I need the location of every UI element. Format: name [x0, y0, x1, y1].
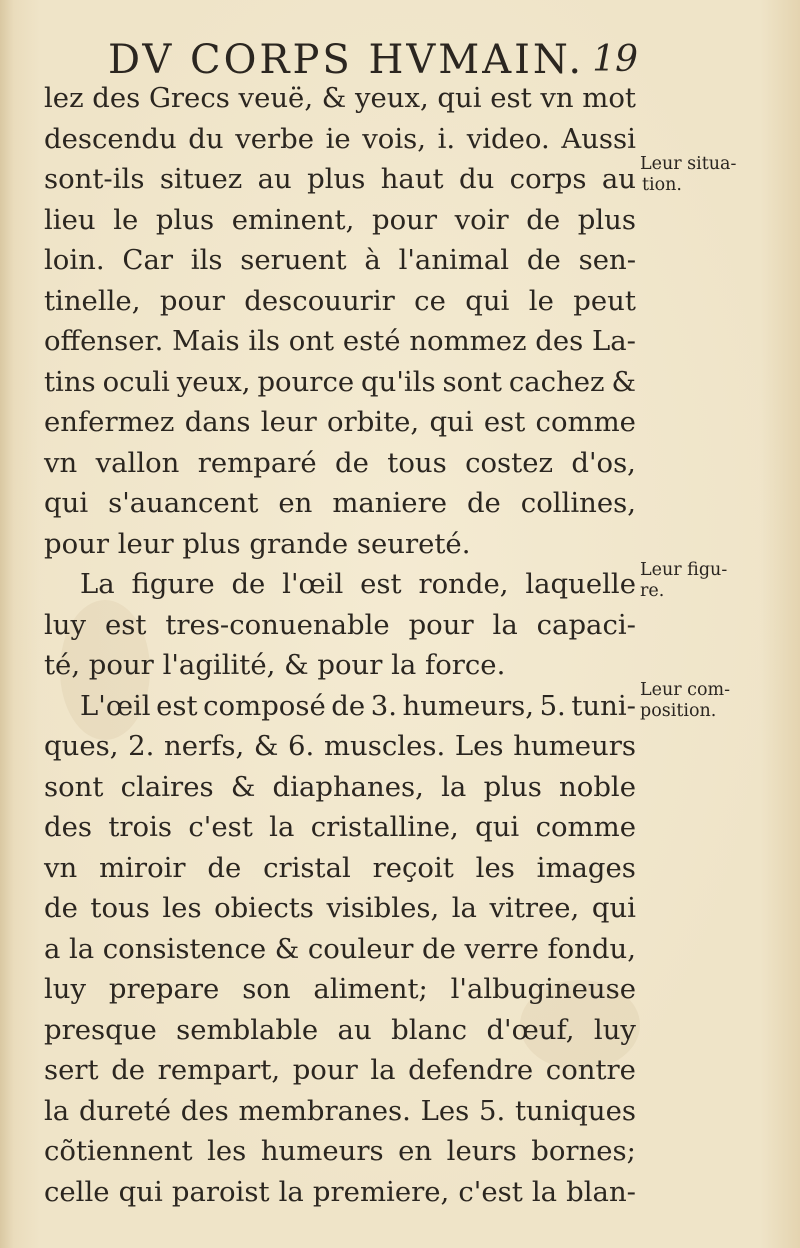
- word: voir: [454, 203, 509, 236]
- word: en: [278, 487, 313, 519]
- word: tous: [90, 892, 150, 924]
- word: cachez: [508, 365, 605, 398]
- word: ce: [414, 284, 446, 317]
- word: la: [269, 811, 295, 843]
- word: &: [230, 770, 256, 803]
- word: leurs: [446, 1135, 517, 1167]
- text-line: [44, 443, 636, 484]
- word: situez: [159, 163, 243, 195]
- word: visibles,: [326, 892, 440, 924]
- word: cristal: [263, 851, 351, 884]
- word: dureté: [78, 1094, 171, 1127]
- word: vitree,: [489, 892, 580, 924]
- word: humeurs: [513, 730, 636, 762]
- word: pource: [257, 365, 355, 398]
- word: video.: [466, 122, 550, 155]
- word: maniere: [332, 487, 447, 519]
- text-line: [44, 240, 636, 281]
- word: qui: [475, 811, 520, 843]
- word: qui: [591, 892, 636, 924]
- text-line: [44, 321, 636, 362]
- word: descouurir: [244, 284, 395, 317]
- word: eminent,: [231, 203, 355, 236]
- text-line: [44, 402, 636, 443]
- word: sont: [44, 770, 104, 803]
- word: qui: [437, 82, 482, 114]
- word: 3.: [370, 689, 397, 722]
- running-title: DV CORPS HVMAIN.: [108, 37, 585, 83]
- word: de: [207, 851, 242, 884]
- word: plus: [577, 203, 636, 236]
- word: les: [207, 1135, 247, 1167]
- word: bornes;: [531, 1135, 636, 1167]
- word: obiects: [214, 892, 314, 924]
- text-line: [44, 807, 636, 848]
- word: 6.: [288, 730, 315, 762]
- word: La: [80, 568, 115, 600]
- word: 5.: [479, 1094, 506, 1127]
- word: est: [156, 689, 198, 722]
- word: pour: [408, 608, 474, 641]
- margin-note-line: tion.: [642, 175, 682, 195]
- text-line: [44, 159, 636, 200]
- word: peut: [573, 284, 636, 317]
- word: plus: [155, 203, 215, 236]
- word: de: [526, 244, 561, 276]
- text-line: [44, 362, 636, 403]
- margin-note-composition: [640, 680, 796, 722]
- word: tous: [387, 446, 447, 479]
- word: i.: [437, 122, 456, 155]
- word: le: [113, 203, 139, 236]
- word: mot: [582, 82, 636, 114]
- word: costez: [465, 446, 553, 479]
- word: comme: [535, 811, 636, 843]
- word: des: [44, 811, 92, 843]
- word: vn: [540, 82, 574, 114]
- text-line: [44, 1091, 636, 1132]
- word: ronde,: [418, 568, 509, 600]
- word: L'œil: [80, 689, 151, 722]
- word: de: [466, 487, 501, 519]
- word: 5.: [539, 689, 566, 722]
- word: de: [422, 932, 456, 965]
- margin-note-line: Leur figu-: [640, 560, 728, 580]
- text-line: [44, 1010, 636, 1051]
- word: est: [490, 82, 532, 114]
- word: verbe: [235, 122, 315, 155]
- word: les: [475, 851, 515, 884]
- word: s'auancent: [108, 487, 259, 519]
- word: sert: [44, 1054, 99, 1086]
- word: humeurs,: [402, 689, 535, 722]
- word: ils: [190, 244, 223, 276]
- word: pour: [159, 284, 225, 317]
- word: qui: [429, 406, 474, 438]
- word: le: [528, 284, 554, 317]
- text-line: [44, 888, 636, 929]
- word: du: [458, 163, 495, 195]
- word: les: [162, 892, 202, 924]
- word: muscles.: [323, 730, 446, 762]
- word: de: [231, 568, 266, 600]
- word: la: [44, 1094, 70, 1127]
- word: pour: [292, 1054, 358, 1086]
- page-number: 19: [592, 39, 638, 80]
- word: Car: [122, 244, 173, 276]
- word: luy: [593, 1013, 636, 1046]
- text-line: [44, 1050, 636, 1091]
- word: leur: [260, 406, 317, 438]
- word: la: [451, 892, 477, 924]
- word: qui: [118, 1175, 163, 1208]
- word: diaphanes,: [272, 770, 424, 803]
- word: prepare: [108, 973, 220, 1005]
- word: tres-conuenable: [165, 608, 390, 641]
- text-line: [44, 686, 636, 727]
- word: tuniques: [515, 1094, 636, 1127]
- word: oculi: [102, 365, 170, 398]
- word: des: [92, 82, 141, 114]
- word: &: [321, 82, 347, 114]
- word: veuë,: [238, 82, 314, 114]
- word: à: [364, 244, 381, 276]
- word: Les: [454, 730, 504, 762]
- word: 2.: [128, 730, 155, 762]
- word: lieu: [44, 203, 96, 236]
- text-line: [44, 1131, 636, 1172]
- word: la: [531, 1175, 558, 1208]
- word: membranes.: [238, 1094, 411, 1127]
- text-line: [44, 564, 636, 605]
- word: au: [601, 163, 636, 195]
- word: remparé: [197, 446, 317, 479]
- word: reçoit: [372, 851, 454, 884]
- word: couleur: [307, 932, 414, 965]
- word: l'œil: [282, 568, 344, 600]
- word: corps: [509, 163, 587, 195]
- word: paroist: [171, 1175, 270, 1208]
- word: Mais: [172, 325, 240, 357]
- word: laquelle: [525, 568, 636, 600]
- word: est: [483, 406, 526, 438]
- word: sen-: [578, 244, 636, 276]
- word: offenser.: [44, 325, 164, 357]
- word: son: [242, 973, 291, 1005]
- word: luy: [44, 973, 87, 1005]
- word: ont: [288, 325, 335, 357]
- word: Grecs: [148, 82, 230, 114]
- word: de: [111, 1054, 146, 1086]
- word: humeurs: [260, 1135, 384, 1167]
- word: la: [68, 932, 95, 965]
- word: de: [44, 892, 78, 924]
- word: esté: [342, 325, 401, 357]
- word: blanc: [391, 1013, 468, 1046]
- margin-note-figure: [640, 560, 796, 602]
- word: figure: [131, 568, 215, 600]
- word: &: [253, 730, 279, 762]
- word: rempart,: [157, 1054, 281, 1086]
- word: tins: [44, 365, 96, 398]
- text-line: [44, 200, 636, 241]
- word: cristalline,: [310, 811, 459, 843]
- text-line: [44, 1172, 636, 1213]
- word: ie: [325, 122, 351, 155]
- body-text: [44, 78, 636, 1212]
- word: celle: [44, 1175, 110, 1208]
- word: de: [331, 689, 366, 722]
- word: Aussi: [561, 122, 636, 155]
- word: du: [188, 122, 224, 155]
- word: la: [492, 608, 518, 641]
- word: enfermez: [44, 406, 175, 438]
- margin-note-situation: [640, 154, 796, 196]
- word: aliment;: [313, 973, 428, 1005]
- word: vallon: [95, 446, 180, 479]
- word: collines,: [520, 487, 636, 519]
- word: dans: [184, 406, 251, 438]
- word: plus: [483, 770, 542, 803]
- word: des: [535, 325, 584, 357]
- word: capaci-: [536, 608, 636, 641]
- text-line: [44, 969, 636, 1010]
- word: fondu,: [547, 932, 636, 965]
- word: des: [180, 1094, 229, 1127]
- text-line: pour leur plus grande seureté.: [44, 527, 471, 560]
- word: est: [104, 608, 147, 641]
- word: pour: [371, 203, 437, 236]
- word: semblable: [176, 1013, 319, 1046]
- word: l'albugineuse: [450, 973, 636, 1005]
- word: vois,: [362, 122, 427, 155]
- word: noble: [559, 770, 636, 803]
- text-line: [44, 119, 636, 160]
- text-line: [44, 483, 636, 524]
- word: d'os,: [571, 446, 636, 479]
- word: premiere,: [312, 1175, 450, 1208]
- word: tinelle,: [44, 284, 141, 317]
- word: sont: [442, 365, 502, 398]
- text-line: [44, 281, 636, 322]
- word: trois: [108, 811, 173, 843]
- word: Les: [420, 1094, 470, 1127]
- word: vn: [44, 446, 78, 479]
- word: verre: [464, 932, 539, 965]
- word: loin.: [44, 244, 105, 276]
- word: lez: [44, 82, 84, 114]
- word: &: [274, 932, 300, 965]
- word: la: [441, 770, 467, 803]
- word: au: [337, 1013, 372, 1046]
- word: consistence: [102, 932, 267, 965]
- word: blan-: [566, 1175, 636, 1208]
- word: qui: [465, 284, 510, 317]
- word: luy: [44, 608, 87, 641]
- word: nerfs,: [164, 730, 245, 762]
- word: c'est: [188, 811, 253, 843]
- word: d'œuf,: [486, 1013, 575, 1046]
- word: seruent: [240, 244, 347, 276]
- text-line: [44, 726, 636, 767]
- word: c'est: [458, 1175, 523, 1208]
- word: tuni-: [571, 689, 636, 722]
- word: sont-ils: [44, 163, 145, 195]
- word: descendu: [44, 122, 177, 155]
- text-line: [44, 78, 636, 119]
- word: &: [611, 365, 636, 398]
- word: la: [278, 1175, 304, 1208]
- word: defendre: [408, 1054, 534, 1086]
- word: yeux,: [176, 365, 251, 398]
- word: presque: [44, 1013, 157, 1046]
- word: yeux,: [354, 82, 429, 114]
- word: La-: [592, 325, 636, 357]
- word: l'animal: [398, 244, 510, 276]
- word: haut: [380, 163, 444, 195]
- word: vn: [44, 851, 78, 884]
- word: plus: [307, 163, 366, 195]
- word: qu'ils: [361, 365, 436, 398]
- word: a: [44, 932, 61, 965]
- word: miroir: [99, 851, 186, 884]
- margin-note-line: position.: [640, 701, 717, 721]
- text-line: [44, 767, 636, 808]
- word: au: [257, 163, 292, 195]
- margin-note-line: Leur com-: [640, 680, 731, 700]
- word: en: [398, 1135, 433, 1167]
- word: composé: [203, 689, 326, 722]
- word: ques,: [44, 730, 119, 762]
- margin-note-line: Leur situa-: [640, 154, 737, 174]
- word: nommez: [409, 325, 527, 357]
- margin-note-line: re.: [640, 581, 665, 601]
- word: est: [360, 568, 402, 600]
- text-line: té, pour l'agilité, & pour la force.: [44, 649, 506, 681]
- text-line: [44, 605, 636, 646]
- text-line: [44, 848, 636, 889]
- word: claires: [120, 770, 214, 803]
- word: cõtiennent: [44, 1135, 193, 1167]
- word: contre: [545, 1054, 636, 1086]
- word: la: [370, 1054, 396, 1086]
- word: images: [536, 851, 636, 884]
- word: comme: [535, 406, 636, 438]
- text-line: [44, 929, 636, 970]
- word: ils: [248, 325, 281, 357]
- word: qui: [44, 487, 89, 519]
- word: de: [335, 446, 369, 479]
- word: de: [526, 203, 561, 236]
- word: orbite,: [327, 406, 420, 438]
